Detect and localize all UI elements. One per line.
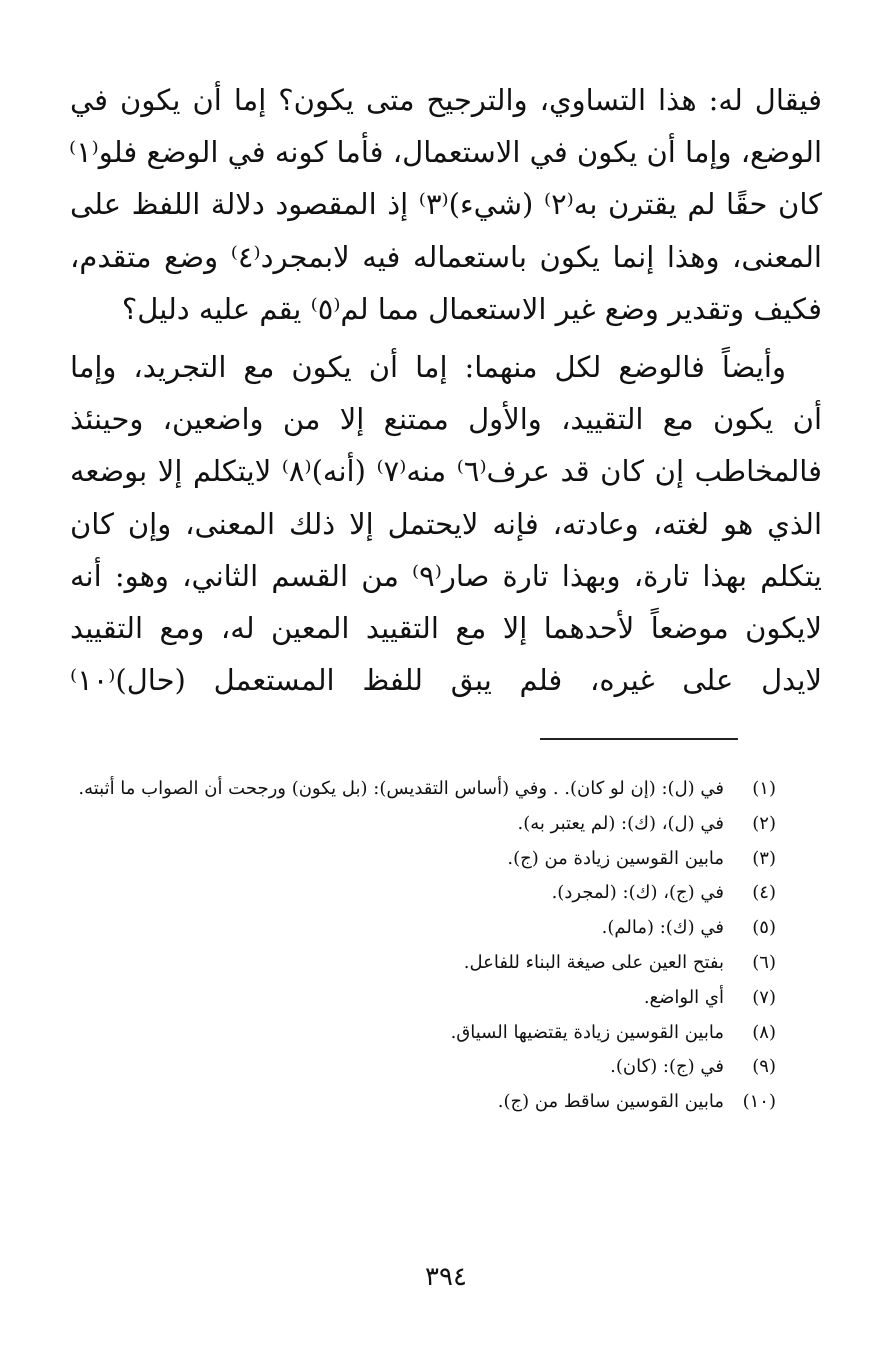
footnote-text: مابين القوسين ساقط من (ج). bbox=[497, 1091, 724, 1113]
text-line: يتكلم بهذا تارة، وبهذا تارة صار⁽٩⁾ من القسم الثاني، وهو: أنه bbox=[70, 558, 822, 593]
footnote bbox=[70, 911, 776, 946]
footnote-number: (٧) bbox=[752, 986, 776, 1008]
text-line: وأيضاً فالوضع لكل منهما: إما أن يكون مع التجريد، وإما bbox=[70, 349, 786, 384]
footnote-text: بفتح العين على صيغة البناء للفاعل. bbox=[463, 951, 724, 973]
page-number: ٣٩٤ bbox=[425, 1262, 467, 1292]
footnote bbox=[70, 876, 776, 911]
footnote-text: في (ك): (مالم). bbox=[601, 917, 724, 939]
footnote-text: في (ج): (كان). bbox=[610, 1056, 724, 1078]
text-line: كان حقًا لم يقترن به⁽٢⁾ (شيء)⁽٣⁾ إذ المقصود دلالة اللفظ على bbox=[70, 187, 822, 222]
text-line: الوضع، وإما أن يكون في الاستعمال، فأما كونه في الوضع فلو⁽١⁾ bbox=[68, 135, 822, 170]
paragraph bbox=[70, 341, 822, 706]
text-line: الذي هو لغته، وعادته، فإنه لايحتمل إلا ذلك المعنى، وإن كان bbox=[70, 506, 822, 541]
footnote-number: (٦) bbox=[752, 951, 776, 973]
text-line: فالمخاطب إن كان قد عرف⁽٦⁾ منه⁽٧⁾ (أنه)⁽٨⁾ لايتكلم إلا بوضعه bbox=[70, 454, 822, 489]
footnote-number: (٨) bbox=[752, 1021, 776, 1043]
text-line: أن يكون مع التقييد، والأول ممتنع إلا من واضعين، وحينئذ bbox=[70, 402, 822, 437]
footnote bbox=[70, 1085, 776, 1120]
footnote bbox=[70, 842, 776, 877]
footnote-number: (٤) bbox=[752, 882, 776, 904]
footnote-text: في (ج)، (ك): (لمجرد). bbox=[551, 882, 724, 904]
footnotes bbox=[70, 772, 776, 1120]
main-text bbox=[70, 74, 822, 706]
footnote-number: (٩) bbox=[752, 1056, 776, 1078]
footnote-number: (١٠) bbox=[742, 1091, 776, 1113]
footnote-text: مابين القوسين زيادة يقتضيها السياق. bbox=[450, 1021, 724, 1043]
footnote-number: (١) bbox=[752, 778, 776, 799]
footnote-text: أي الواضع. bbox=[643, 986, 724, 1008]
footnote-text: في (ل): (إن لو كان). . وفي (أساس التقديس): (بل يكون) ورجحت أن الصواب ما أثبته. bbox=[78, 778, 724, 799]
footnote-text: في (ل)، (ك): (لم يعتبر به). bbox=[517, 812, 724, 834]
footnote-number: (٢) bbox=[752, 812, 776, 834]
footnote bbox=[70, 981, 776, 1016]
footnote-divider bbox=[540, 738, 738, 740]
footnote bbox=[70, 807, 776, 842]
footnote-text: مابين القوسين زيادة من (ج). bbox=[507, 847, 724, 869]
text-line: فكيف وتقدير وضع غير الاستعمال مما لم⁽٥⁾ يقم عليه دليل؟ bbox=[121, 291, 822, 326]
footnote-number: (٣) bbox=[752, 847, 776, 869]
paragraph bbox=[70, 74, 822, 335]
text-line: المعنى، وهذا إنما يكون باستعماله فيه لابمجرد⁽٤⁾ وضع متقدم، bbox=[70, 239, 822, 274]
footnote bbox=[70, 1016, 776, 1051]
text-line: فيقال له: هذا التساوي، والترجيح متى يكون؟ إما أن يكون في bbox=[70, 83, 822, 117]
footnote-number: (٥) bbox=[752, 917, 776, 939]
footnote bbox=[70, 772, 776, 807]
footnote bbox=[70, 946, 776, 981]
footnote bbox=[70, 1050, 776, 1085]
text-line: لايكون موضعاً لأحدهما إلا مع التقييد المعين له، ومع التقييد bbox=[70, 610, 822, 645]
text-line: لايدل على غيره، فلم يبق للفظ المستعمل (حال)⁽١٠⁾ bbox=[70, 663, 822, 698]
